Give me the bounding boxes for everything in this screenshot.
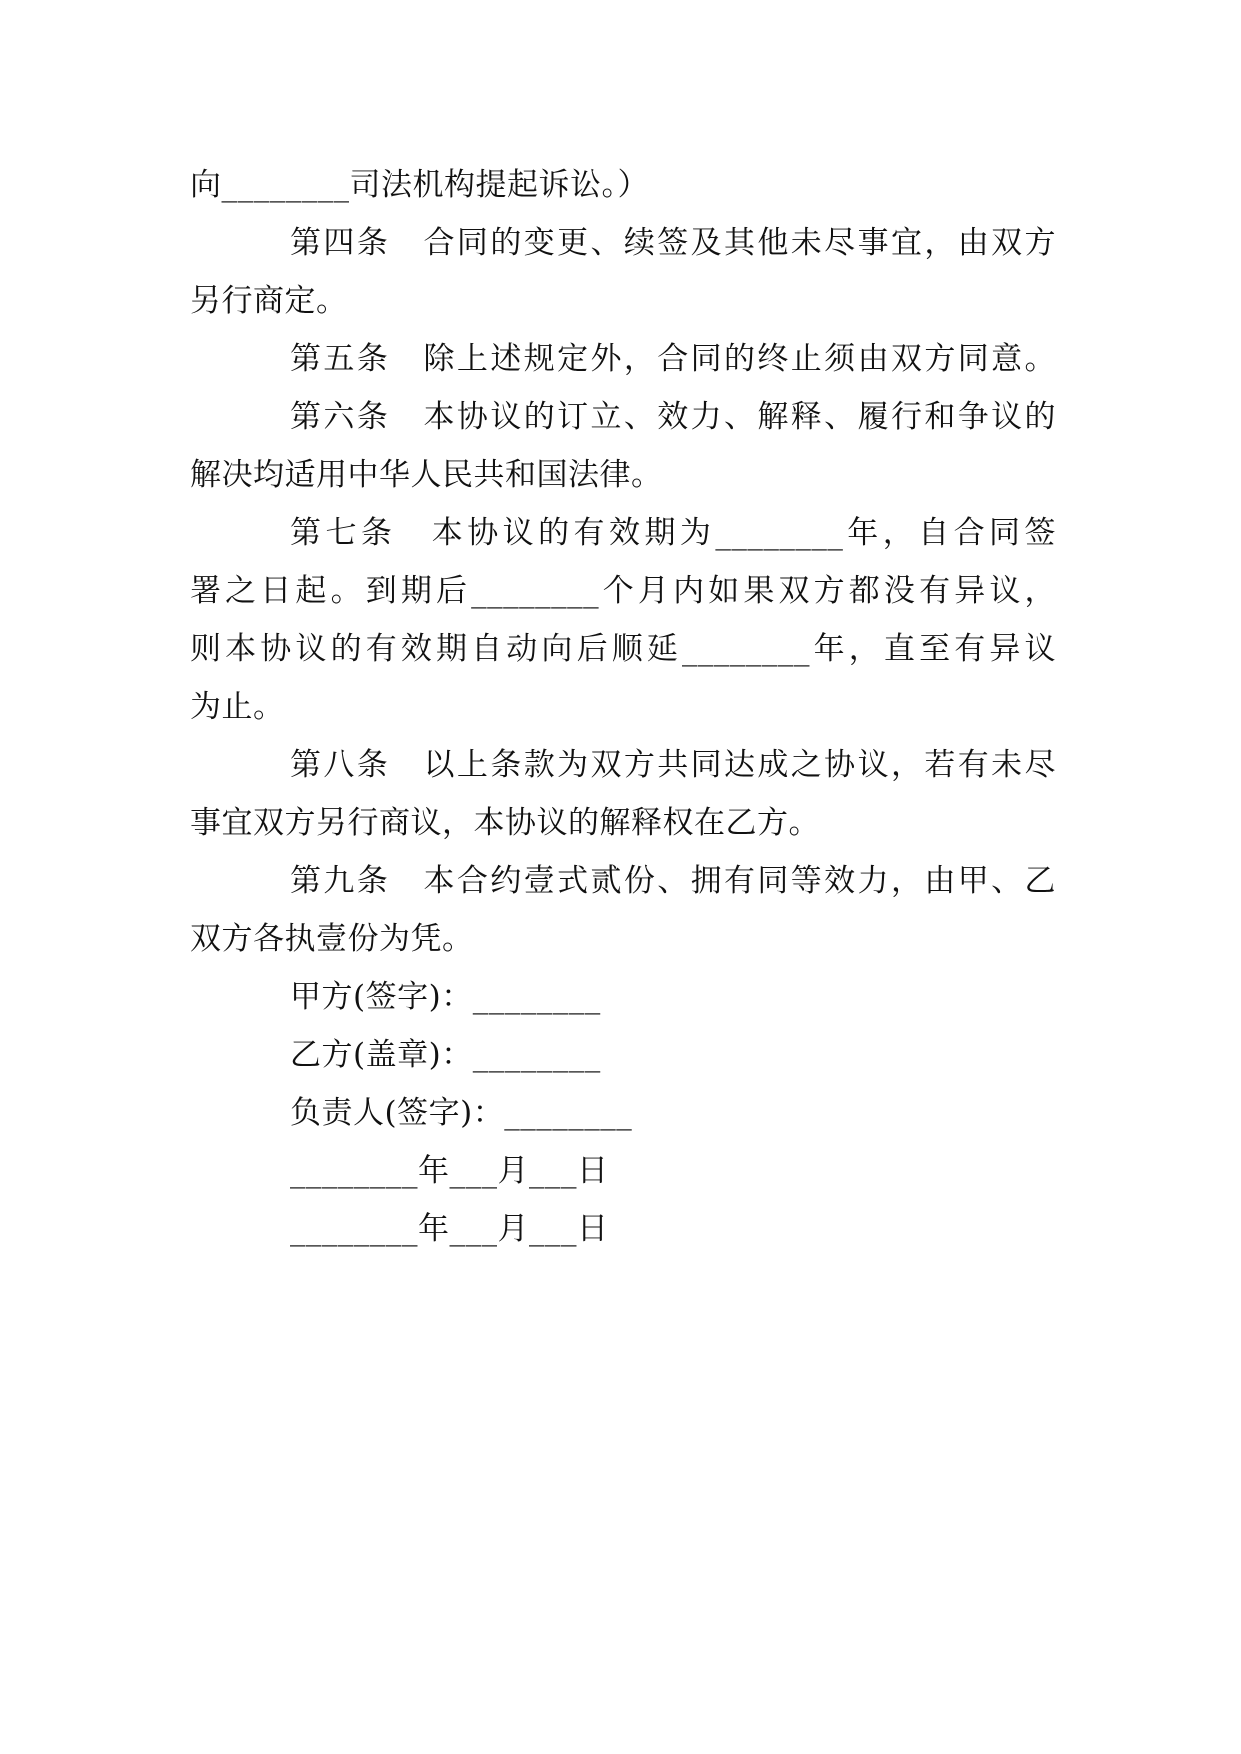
article-4-line-1: 第四条 合同的变更、续签及其他未尽事宜，由双方 [290,225,1056,261]
article-9-line-2: 双方各执壹份为凭。 [190,921,474,957]
text-line: 向________司法机构提起诉讼。） [190,167,649,203]
date-line-1: ________年___月___日 [290,1153,609,1189]
article-4-line-2: 另行商定。 [190,283,348,319]
party-b-seal: 乙方(盖章)：________ [290,1037,601,1073]
article-7-line-2: 署之日起。到期后________个月内如果双方都没有异议， [190,573,1056,609]
responsible-person-signature: 负责人(签字)：________ [290,1095,633,1131]
article-8-line-2: 事宜双方另行商议，本协议的解释权在乙方。 [190,805,820,841]
document-page [190,156,1056,1258]
article-9-line-1: 第九条 本合约壹式贰份、拥有同等效力，由甲、乙 [290,863,1056,899]
article-7-line-1: 第七条 本协议的有效期为________年，自合同签 [290,515,1056,551]
article-6-line-1: 第六条 本协议的订立、效力、解释、履行和争议的 [290,399,1056,435]
party-a-signature: 甲方(签字)：________ [290,979,601,1015]
article-7-line-3: 则本协议的有效期自动向后顺延________年，直至有异议 [190,631,1056,667]
article-6-line-2: 解决均适用中华人民共和国法律。 [190,457,663,493]
date-line-2: ________年___月___日 [290,1211,609,1247]
article-8-line-1: 第八条 以上条款为双方共同达成之协议，若有未尽 [290,747,1056,783]
article-5-line-1: 第五条 除上述规定外，合同的终止须由双方同意。 [290,341,1056,377]
article-7-line-4: 为止。 [190,689,285,725]
